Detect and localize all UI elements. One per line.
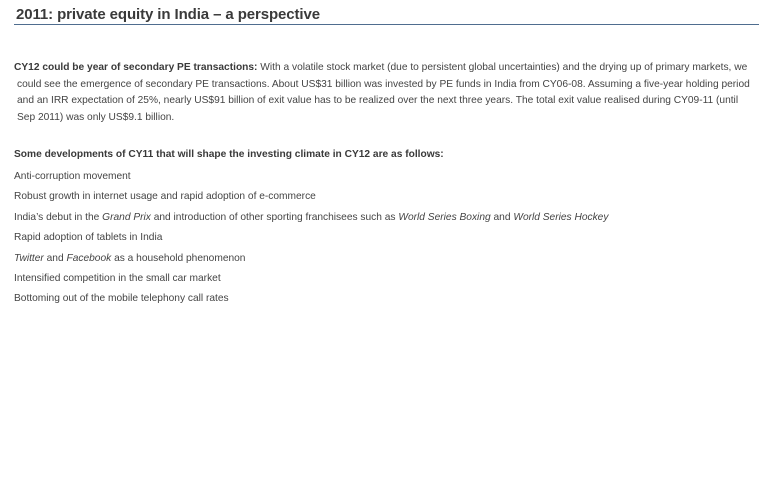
list-item-emphasis: Twitter [14, 252, 44, 264]
list-item-emphasis: World Series Boxing [398, 211, 491, 223]
list-item [14, 271, 608, 291]
list-item-text: and [490, 211, 514, 223]
intro-text: With a volatile stock market (due to persistent global uncertainties) and the drying up of primary markets, we could see the emergence of secondary PE transactions. About US$31 billion was invested by PE funds in India from CY06-08. Assuming a five-year holding period and an IRR expectation of 25%, nearly US$91 billion of exit value has to be realized over the next three years. The total exit value realised during CY09-11 (until Sep 2011) was only US$9.1 billion. [17, 62, 750, 123]
list-item-text: as a household phenomenon [111, 252, 246, 264]
developments-list [14, 169, 608, 312]
list-item-text: Rapid adoption of tablets in India [14, 232, 163, 244]
list-item [14, 210, 608, 230]
list-item-text: Anti-corruption movement [14, 171, 131, 182]
title-bar [14, 5, 759, 25]
list-item [14, 291, 608, 311]
developments-heading: Some developments of CY11 that will shape the investing climate in CY12 are as follows: [14, 149, 444, 160]
list-item-text: and introduction of other sporting franchisees such as [150, 211, 399, 223]
list-item [14, 189, 608, 209]
list-item [14, 251, 608, 271]
list-item [14, 230, 608, 250]
list-item-text: India’s debut in the [14, 211, 103, 223]
list-item-emphasis: Grand Prix [102, 211, 151, 223]
list-item-text: Robust growth in internet usage and rapid adoption of e-commerce [14, 191, 316, 203]
intro-paragraph [14, 60, 757, 126]
intro-lead: CY12 could be year of secondary PE transactions: [14, 62, 258, 73]
list-item [14, 169, 608, 189]
page-title: 2011: private equity in India – a perspective [16, 6, 320, 23]
list-item-text: Bottoming out of the mobile telephony call rates [14, 293, 229, 305]
list-item-emphasis: Facebook [66, 252, 112, 264]
list-item-text: and [43, 252, 67, 264]
list-item-text: Intensified competition in the small car market [14, 272, 221, 284]
list-item-emphasis: World Series Hockey [513, 211, 609, 223]
